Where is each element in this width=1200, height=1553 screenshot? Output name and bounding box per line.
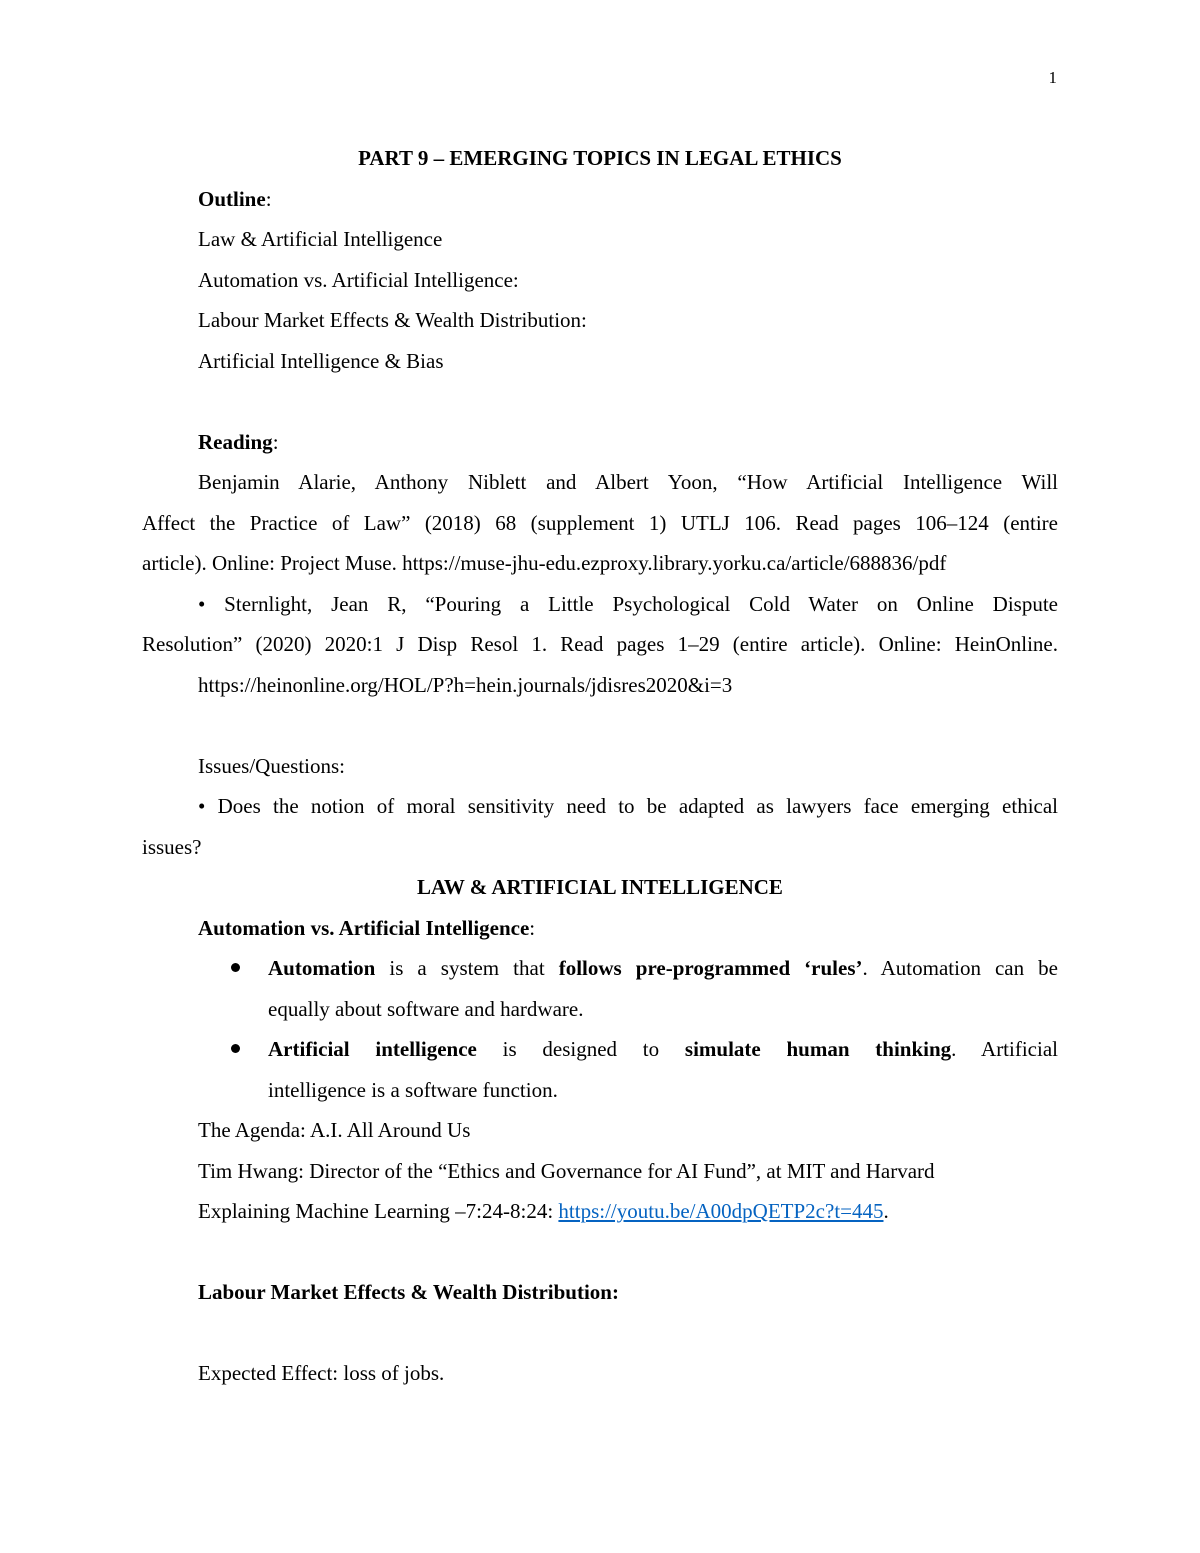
bullet-line	[268, 948, 1058, 989]
bullet-item	[142, 948, 1058, 1029]
ml-suffix: .	[883, 1199, 889, 1223]
page-title: PART 9 – EMERGING TOPICS IN LEGAL ETHICS	[358, 146, 842, 170]
bold-phrase: simulate human thinking	[684, 1037, 952, 1061]
reading-colon: :	[272, 429, 279, 454]
reference-line: • Sternlight, Jean R, “Pouring a Little Psychological Cold Water on Online Dispute	[198, 591, 1058, 616]
bullet-line: equally about software and hardware.	[268, 996, 584, 1021]
ml-prefix: Explaining Machine Learning –7:24-8:24:	[198, 1199, 559, 1223]
spacer	[142, 1313, 1058, 1354]
reference-line: article). Online: Project Muse. https://muse-jhu-edu.ezproxy.library.yorku.ca/article/688836/pdf	[142, 551, 947, 575]
outline-label: Outline	[198, 186, 266, 211]
reading-label: Reading	[198, 429, 273, 454]
spacer	[142, 705, 1058, 746]
reading-reference-2	[142, 584, 1058, 706]
reference-line: Affect the Practice of Law” (2018) 68 (supplement 1) UTLJ 106. Read pages 106–124 (entire	[142, 510, 1058, 535]
reading-heading	[142, 422, 1058, 463]
reference-url: https://heinonline.org/HOL/P?h=hein.journals/jdisres2020&i=3	[198, 672, 733, 697]
labour-heading-text: Labour Market Effects & Wealth Distribution:	[198, 1280, 619, 1304]
outline-heading	[142, 179, 1058, 220]
hwang-line: Tim Hwang: Director of the “Ethics and Governance for AI Fund”, at MIT and Harvard	[198, 1158, 935, 1183]
youtube-link[interactable]: https://youtu.be/A00dpQETP2c?t=445	[558, 1199, 884, 1223]
subsection-colon: :	[529, 915, 536, 940]
bullet-text: is a system that	[375, 956, 559, 980]
outline-colon: :	[265, 186, 272, 211]
bullet-text: . Automation can be	[862, 956, 1058, 980]
bold-term: Artificial intelligence	[268, 1037, 477, 1061]
bold-phrase: follows pre-programmed ‘rules’	[558, 956, 863, 980]
outline-item: Labour Market Effects & Wealth Distribution:	[198, 308, 587, 332]
bullet-dot-icon	[231, 1044, 240, 1053]
page-number: 1	[1048, 68, 1057, 87]
spacer	[142, 381, 1058, 422]
subsection-heading	[142, 908, 1058, 949]
agenda-line: The Agenda: A.I. All Around Us	[198, 1118, 471, 1142]
outline-item: Automation vs. Artificial Intelligence:	[198, 267, 519, 292]
reference-line: Benjamin Alarie, Anthony Niblett and Albert Yoon, “How Artificial Intelligence Will	[198, 470, 1058, 494]
issue-question-continued: issues?	[142, 834, 202, 859]
bullet-line	[268, 1029, 1058, 1070]
bullet-text: . Artificial	[951, 1037, 1058, 1061]
bullet-item	[142, 1029, 1058, 1110]
issue-question: • Does the notion of moral sensitivity need to be adapted as lawyers face emerging ethical	[198, 794, 1058, 818]
reading-reference-1	[142, 462, 1058, 584]
spacer	[142, 1232, 1058, 1273]
bullet-dot-icon	[231, 963, 240, 972]
subsection-label: Automation vs. Artificial Intelligence	[198, 915, 530, 940]
bullet-line: intelligence is a software function.	[268, 1077, 558, 1102]
labour-heading	[142, 1272, 1058, 1313]
machine-learning-line	[142, 1191, 1058, 1232]
issues-heading: Issues/Questions:	[198, 753, 345, 778]
outline-item: Law & Artificial Intelligence	[198, 227, 443, 251]
page-content	[142, 138, 1058, 1394]
bullet-text: is designed to	[476, 1037, 685, 1061]
bold-term: Automation	[268, 956, 376, 980]
outline-item: Artificial Intelligence & Bias	[198, 348, 444, 373]
section-heading: LAW & ARTIFICIAL INTELLIGENCE	[417, 875, 783, 899]
expected-effect-line: Expected Effect: loss of jobs.	[198, 1361, 445, 1385]
reference-line: Resolution” (2020) 2020:1 J Disp Resol 1. Read pages 1–29 (entire article). Online: HeinOnline.	[142, 632, 1058, 656]
